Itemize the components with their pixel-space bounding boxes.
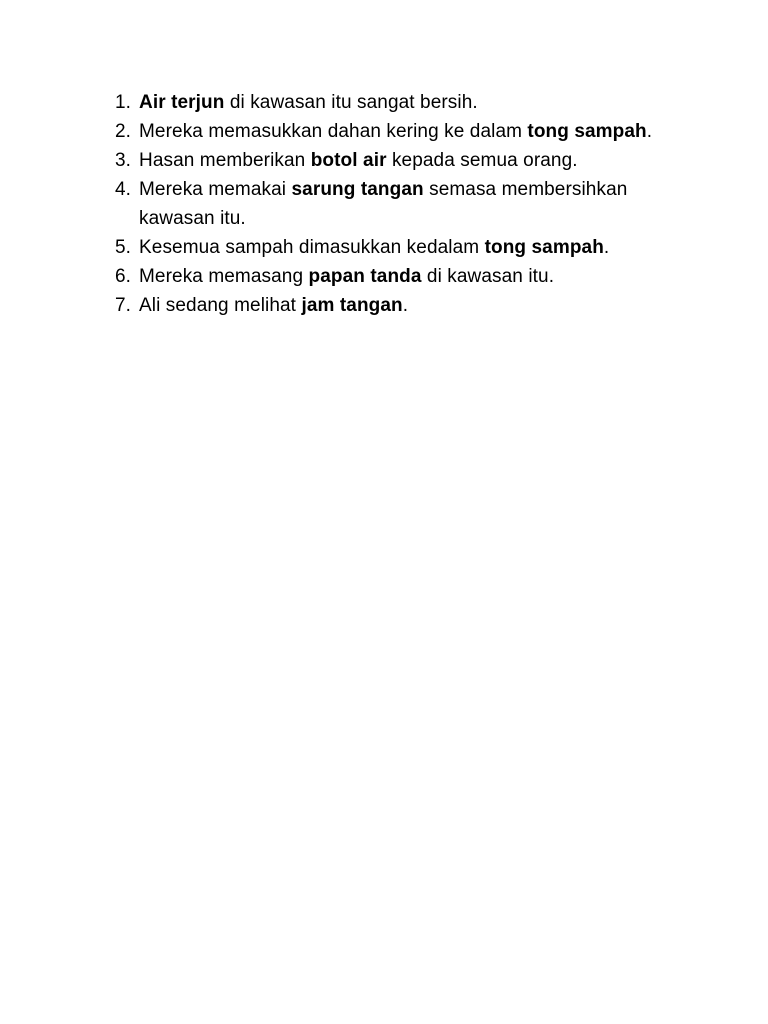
bold-phrase: tong sampah [484,237,604,258]
text-segment: Mereka memasang [139,266,309,287]
text-segment: di kawasan itu. [421,266,555,287]
item-number: 4. [115,179,132,200]
bold-phrase: jam tangan [301,295,403,316]
list-item [115,233,685,262]
item-text [139,237,609,258]
list-item [115,88,685,117]
item-number: 1. [115,92,132,113]
bold-phrase: botol air [310,150,387,171]
text-segment: Ali sedang melihat [139,295,302,316]
bold-phrase: Air terjun [139,92,225,113]
text-segment: Kesemua sampah dimasukkan kedalam [139,237,485,258]
item-text [139,121,652,142]
list-item [115,117,685,146]
item-number: 3. [115,150,132,171]
list-item [115,291,685,320]
text-segment: kepada semua orang. [386,150,578,171]
item-number: 2. [115,121,132,142]
sentence-list [115,88,685,320]
text-segment: . [646,121,653,142]
item-text [139,266,554,287]
item-text [139,92,478,113]
item-text [139,295,408,316]
text-segment: Hasan memberikan [139,150,311,171]
text-segment: semasa membersihkan kawasan itu. [139,179,628,229]
item-number: 7. [115,295,132,316]
item-text [139,179,627,229]
bold-phrase: papan tanda [308,266,422,287]
bold-phrase: sarung tangan [291,179,424,200]
text-segment: Mereka memakai [139,179,292,200]
list-item [115,262,685,291]
text-segment: Mereka memasukkan dahan kering ke dalam [139,121,528,142]
item-number: 5. [115,237,132,258]
item-text [139,150,578,171]
item-number: 6. [115,266,132,287]
text-segment: . [603,237,610,258]
text-segment: . [402,295,409,316]
list-item [115,146,685,175]
text-segment: di kawasan itu sangat bersih. [224,92,478,113]
bold-phrase: tong sampah [527,121,647,142]
list-item [115,175,685,233]
